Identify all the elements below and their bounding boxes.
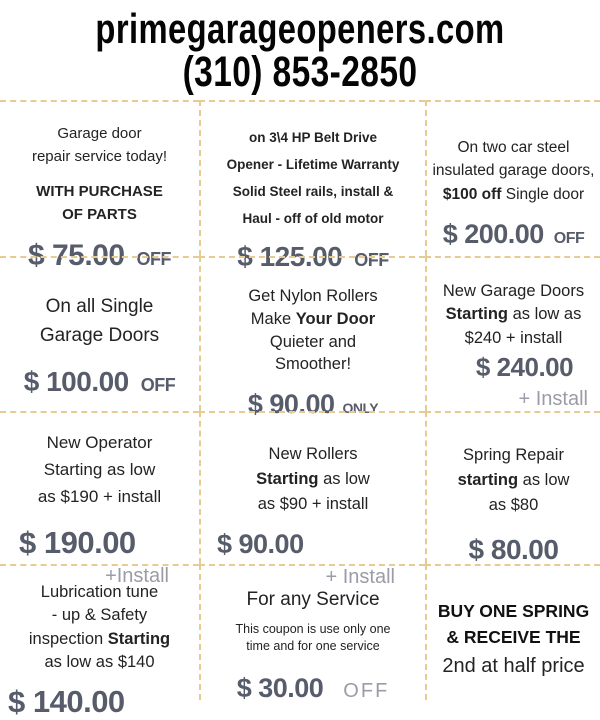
coupon-all-single-garage-doors (0, 256, 199, 411)
coupon-price-row (427, 534, 600, 566)
coupon-two-car-steel-doors (425, 100, 600, 256)
coupon-price-row (0, 684, 199, 720)
coupon-price-suffix: OFF (140, 375, 176, 395)
coupon-new-operator (0, 411, 199, 587)
coupon-text-line: WITH PURCHASE (36, 182, 163, 200)
coupon-spring-repair (425, 411, 600, 564)
coupon-price: $ 90.00 (217, 529, 304, 560)
coupon-text (427, 258, 600, 350)
coupon-price: $ 80.00 (468, 534, 559, 566)
coupon-text-line: Lubrication tune (40, 583, 159, 601)
coupon-text-line: repair service today! (31, 148, 168, 166)
coupon-text-line: On all Single (45, 296, 154, 317)
coupon-text-line: Solid Steel rails, install & (232, 184, 394, 199)
coupon-text-line: OF PARTS (62, 205, 137, 223)
coupon-text (427, 413, 600, 517)
coupon-belt-drive-opener (199, 100, 425, 272)
coupon-text (0, 566, 199, 675)
coupon-price: $ 90.00 (247, 389, 335, 420)
coupon-text (0, 413, 199, 511)
coupon-text (201, 566, 425, 656)
coupon-price-suffix: OFF (553, 229, 585, 247)
coupon-price-row (201, 673, 425, 704)
coupon-text-line: $100 off Single door (442, 185, 585, 203)
phone-number: (310) 853-2850 (182, 48, 418, 96)
coupon-text-line: as $90 + install (257, 494, 369, 513)
coupon-text-line: On two car steel (457, 139, 570, 156)
coupon-price-suffix: OFF (354, 250, 389, 270)
coupon-text-line: BUY ONE SPRING (437, 601, 590, 621)
coupon-text-line: New Rollers (268, 445, 358, 463)
coupon-text-line: time and for one service (246, 639, 380, 654)
coupon-price-row (0, 366, 199, 398)
coupon-price-row (427, 219, 600, 250)
coupon-price: $ 240.00 (475, 352, 574, 383)
coupon-price: $ 75.00 (27, 239, 125, 272)
coupon-text-line: Garage door (57, 125, 142, 142)
coupon-text-line: on 3\4 HP Belt Drive (248, 130, 378, 145)
coupon-grid (0, 100, 600, 719)
coupon-text-line: Quieter and (269, 332, 357, 351)
coupon-price: $ 140.00 (8, 683, 125, 719)
coupon-new-garage-doors (425, 256, 600, 411)
coupon-text-line: as $190 + install (37, 486, 162, 506)
coupon-text-line: Starting as low (256, 469, 370, 488)
coupon-text (0, 102, 199, 226)
coupon-price-suffix: OFF (136, 249, 172, 269)
coupon-text-line: insulated garage doors, (432, 162, 595, 180)
coupon-text-line: & RECEIVE THE (446, 627, 581, 648)
coupon-price-suffix: OFF (343, 679, 390, 702)
coupon-text-line: Opener - Lifetime Warranty (226, 157, 400, 172)
coupon-text-line: This coupon is use only one (235, 621, 391, 636)
coupon-text-line: Haul - off of old motor (242, 211, 384, 226)
coupon-text-line: - up & Safety (51, 606, 148, 625)
coupon-price-row (427, 352, 600, 383)
coupon-text (427, 102, 600, 206)
coupon-nylon-rollers (199, 256, 425, 420)
coupon-text-line: as $80 (488, 495, 539, 514)
coupon-text (201, 413, 425, 516)
coupon-price: $ 190.00 (19, 524, 136, 560)
coupon-buy-one-spring (425, 564, 600, 700)
coupon-lubrication-tune-up (0, 564, 199, 719)
coupon-price: $ 125.00 (237, 241, 343, 272)
coupon-price-row (0, 525, 199, 561)
coupon-price: $ 200.00 (442, 218, 544, 249)
coupon-text-line: as low as $140 (44, 653, 155, 672)
coupon-text (427, 566, 600, 681)
coupon-install-note: +Install (105, 564, 169, 587)
coupon-text-line: Starting as low (43, 459, 156, 479)
coupon-text-line: Smoother! (274, 355, 352, 374)
coupon-install-note: + Install (325, 566, 395, 589)
coupon-price-suffix: ONLY (342, 400, 379, 417)
coupon-text-line: Garage Doors (39, 324, 160, 346)
coupon-repair-service (0, 100, 199, 272)
coupon-text-line: Get Nylon Rollers (248, 287, 378, 305)
coupon-text-line: starting as low (457, 470, 570, 489)
coupon-install-note: + Install (518, 388, 588, 411)
coupon-text-line: 2nd at half price (442, 654, 585, 677)
coupon-text (201, 258, 425, 376)
coupon-text-line: Starting as low as (445, 305, 582, 324)
coupon-text-line: For any Service (246, 589, 380, 610)
coupon-text (0, 258, 199, 350)
coupon-text-line: Make Your Door (250, 309, 376, 328)
coupon-text-line: $240 + install (464, 328, 563, 347)
site-url: primegarageopeners.com (95, 5, 505, 52)
coupon-text-line: New Operator (46, 433, 153, 452)
flyer-header (0, 0, 600, 100)
coupon-text-line: New Garage Doors (442, 282, 585, 300)
coupon-price: $ 30.00 (236, 672, 324, 703)
coupon-new-rollers (199, 411, 425, 589)
coupon-text (201, 102, 425, 232)
coupon-text-line: inspection Starting (28, 629, 171, 648)
coupon-price: $ 100.00 (23, 366, 129, 397)
coupon-any-service (199, 564, 425, 703)
coupon-text-line: Spring Repair (463, 446, 564, 464)
coupon-price-row (201, 529, 425, 560)
